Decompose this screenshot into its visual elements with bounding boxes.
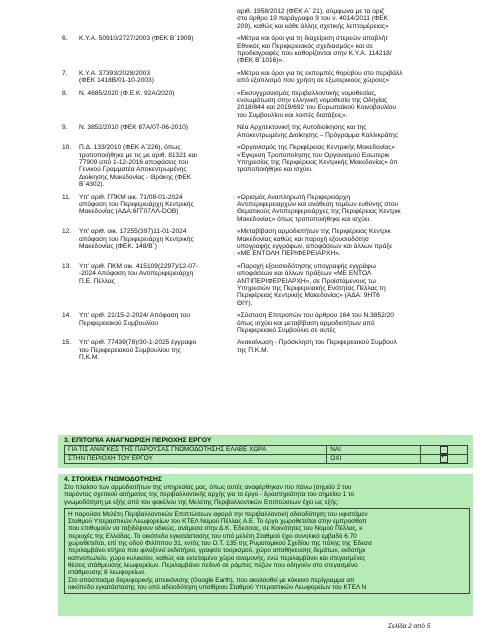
description-line: «Ορισμός Αναπληρωτή Περιφερειάρχη — [237, 193, 350, 201]
description-line: Θεματικούς Αντιπεριφερειάρχες της Περιφέρειας Κεντρικ — [237, 208, 401, 216]
list-item — [62, 8, 487, 30]
description-line: Ανακοίνωση - Πρόσκληση του Περιφερειακού Συμβουλ — [237, 339, 397, 347]
section-4 — [64, 476, 470, 594]
description-line: (ΦΕΚ Β΄1016)». — [237, 57, 285, 65]
intro-line: Στο πλαίσιο των αρμοδιοτήτων της υπηρεσίας μας, όπως αυτές αναφέρθηκαν πιο πάνω (σημείο 2 του — [64, 484, 352, 491]
description-line: «Οργανισμός της Περιφέρειας Κεντρικής Μακεδονίας» — [237, 144, 396, 152]
item-reference — [79, 90, 237, 97]
question-line-1: ΓΙΑ ΤΙΣ ΑΝΑΓΚΕΣ ΤΗΣ ΠΑΡΟΥΣΑΣ ΓΝΩΜΟΔΟΤΗΣΗΣ ΕΛΑΒΕ ΧΩΡΑ — [65, 446, 327, 455]
description-line: ενσωμάτωση στην ελληνική νομοθεσία της Οδηγίας — [237, 97, 388, 105]
body-line: Η παρούσα Μελέτη Περιβαλλοντικών Επιπτώσεων αφορά την περιβαλλοντική αδειοδότηση του υφιστάμεν — [68, 510, 368, 518]
table-row — [65, 446, 468, 455]
list-item — [62, 144, 487, 188]
reference-line: Υπ' αριθ. 77439(78)/30-1-2025 έγγραφο — [79, 339, 197, 347]
item-reference — [79, 35, 237, 42]
body-line: Σταθμού Υπεραστικών Λεωφορείων του ΚΤΕΛ Νομού Πέλλας Α.Ε. Το έργο χωροθετείται στην εμπροσθοπ — [68, 518, 367, 526]
page-number: Σελίδα 2 από 5 — [388, 623, 431, 630]
description-line: «Μεταβίβαση αρμοδιοτήτων της Περιφέρειας Κεντρικ — [237, 228, 391, 236]
reference-line: (ΦΕΚ 1418Β/01-10-2003) — [79, 77, 154, 85]
list-item — [62, 35, 487, 65]
description-line: Υπηρεσίας της Περιφέρειας Κεντρικής Μακεδονίας» όπ — [237, 158, 398, 166]
item-description — [237, 144, 487, 174]
item-description — [237, 339, 487, 354]
section-4-title: 4. ΣΤΟΙΧΕΙΑ ΓΝΩΜΟΔΟΤΗΣΗΣ — [64, 476, 162, 483]
item-description — [237, 8, 487, 30]
list-item — [62, 339, 487, 361]
description-line: προδιαγραφές που καθορίζονται στην Κ.Υ.Α. 114218/ — [237, 50, 392, 58]
reference-line: Γενικού Γραμματέα Αποκεντρωμένης — [79, 166, 187, 174]
description-line: στο άρθρο 19 παράγραφο 9 του ν. 4014/2011 (ΦΕΚ — [237, 15, 389, 23]
description-line: Αποκεντρωμένης Διοίκησης – Πρόγραμμα Καλλικράτης — [237, 131, 398, 139]
reference-line: του Περιφερειακού Συμβουλίου της — [79, 346, 181, 354]
intro-line: γνωμοδότηση με εξής από του φακέλου της Μελέτης Περιβαλλοντικών Επιπτώσεων έχει ως εξής: — [64, 498, 339, 506]
option-no-label: ΟΧΙ — [327, 455, 420, 464]
item-number: 7. — [62, 69, 68, 77]
description-line: Περιφερειακό Συμβούλιο σε αυτές — [237, 327, 336, 335]
description-line: Νέα Αρχιτεκτονική της Αυτοδιοίκησης και της — [237, 124, 367, 132]
option-no-cell — [420, 455, 467, 464]
description-line: Μακεδονίας καθώς και παροχή εξουσιοδότησ — [237, 235, 369, 243]
table-row — [65, 455, 468, 464]
section-3-title: 3. ΕΠΙΤΟΠΙΑ ΑΝΑΓΝΩΡΙΣΗ ΠΕΡΙΟΧΗΣ ΕΡΓΟΥ — [64, 437, 212, 444]
list-item — [62, 90, 487, 120]
reference-line: Υπ' αριθ. ΠΚΜ οικ. 415109(2297)/12-07- — [79, 262, 198, 270]
reference-line: Υπ' αριθ. οικ. 17255(397)11-01-2024 — [79, 228, 187, 236]
description-line: Υπηρεσιών της Περιφερειακής Ενότητας Πέλλας τη — [237, 285, 386, 292]
reference-line: 77909 από 1-12-2016 αποφάσεις του — [79, 158, 189, 166]
list-item — [62, 263, 487, 307]
body-line: καπνοπωλείο, χώρο κυλικείου, καθώς και εκτεταμένο χώρο αναμονής, ενώ περιλαμβάνει και στεγασμένες — [68, 554, 366, 562]
body-line: χωροθετείται, επί της οδού Φιλίππου 31, εντός του Ο.Τ. 135 της Ρυμοτομικού Σχεδίου της πόλης της Έδεσσ — [68, 540, 372, 548]
item-reference — [79, 144, 237, 188]
description-line: ΘΙΥ). — [237, 299, 253, 307]
description-line: του Συμβουλίου και λοιπές διατάξεις». — [237, 111, 348, 119]
list-item — [62, 228, 487, 258]
reference-line: Ν. 3852/2010 (ΦΕΚ 87Α/07-06-2010) — [79, 124, 188, 132]
item-number: 11. — [62, 193, 71, 201]
section-4-intro — [64, 484, 470, 506]
description-line: ΑΝΤΙΠΕΡΙΦΕΡΕΙΑΡΧΗ», σε Προϊστάμενους τω — [237, 277, 376, 285]
description-line: Μακεδονίας» όπως τροποποιήθηκε και ισχύει. — [237, 215, 372, 223]
item-number: 6. — [62, 35, 68, 43]
description-line: όπως ισχύει και μεταβίβαση αρμοδιοτήτων από — [237, 319, 375, 327]
item-description — [237, 124, 487, 139]
description-line: Περιφέρειας Κεντρικής Μακεδονίας» (ΑΔΑ: 9ΗΤ6 — [237, 292, 380, 300]
reference-line: Κ.Υ.Α. 37393/2028/2003 — [79, 69, 151, 77]
description-line: 2018/844 και 2019/692 του Ευρωπαϊκού Κοινοβουλίου — [237, 104, 396, 112]
body-line: Στο απόσπασμα δορυφορικής απεικόνισης (Google Earth), που ακολουθεί με κόκκινο περίγραμμα απ — [68, 576, 355, 584]
list-item — [62, 194, 487, 224]
description-line: αποφάσεων και άλλων πράξεων «ΜΕ ΕΝΤΟΛ — [237, 270, 372, 278]
item-reference — [79, 339, 237, 361]
description-line: «ΜΕ ΕΝΤΟΛΗ ΠΕΡΙΦΕΡΕΙΑΡΧΗ». — [237, 250, 341, 258]
reference-line: Π.Κ.Μ. — [79, 354, 100, 362]
reference-line: Διοίκησης Μακεδονίας - Θράκης (ΦΕΚ — [79, 173, 192, 181]
list-item — [62, 312, 487, 334]
description-line: «Σύσταση Επιτροπών του άρθρου 164 του Ν.3852/20 — [237, 312, 394, 320]
reference-line: Υπ' αριθ. ΓΠΚΜ οικ. 71/08-01-2024 — [79, 193, 183, 201]
reference-line: Μακεδονίας (ΦΕΚ. 148/Β΄) — [79, 242, 158, 250]
reference-line: Μακεδονίας (ΑΔΑ:6ΓΓ07ΛΛ-DOB) — [79, 208, 179, 216]
body-line: που επιθυμούν να ταξιδέψουν οδικώς, ανάμεσα στην Δ.Κ. Έδεσσας, σε Κοινότητες του Νομού Πέλλας, κ — [68, 525, 363, 533]
list-item — [62, 124, 487, 139]
reference-line: Κ.Υ.Α. 50910/2727/2003 (ΦΕΚ Β΄1909) — [79, 35, 194, 43]
reference-line: Υπ' αριθ. 21/15-2-2024/ Απόφαση του — [79, 312, 190, 320]
reference-line: Ν. 4685/2020 (Φ.Ε.Κ. 92Α/2020) — [79, 89, 175, 97]
reference-line: απόφαση του Περιφερειάρχη Κεντρικής — [79, 200, 194, 208]
item-number: 13. — [62, 262, 72, 270]
option-no-checkbox[interactable] — [440, 455, 448, 463]
item-description — [237, 228, 487, 258]
description-line: 209), καθώς και κάθε άλλης σχετικής λεπτομέρειας» — [237, 22, 389, 30]
description-line: «Παροχή εξουσιοδότησης υπογραφής εγγράφω — [237, 262, 376, 270]
description-line: υπογραφής εγγράφων, αποφάσεων και άλλων πράξε — [237, 242, 393, 250]
legislation-list — [62, 8, 487, 367]
item-reference — [79, 228, 237, 250]
item-reference — [79, 194, 237, 216]
description-line: «Έγκριση Τροποποίησης του Οργανισμού Εσωτερικ — [237, 151, 390, 159]
site-visit-table — [64, 445, 468, 464]
body-line: περιλαμβάνει κτήριο που φιλοξενεί εκδοτήριο, γραφείο τουρισμού, χώρο αποθήκευσης δεμάτων, εκδοτήρι — [68, 547, 366, 555]
item-number: 15. — [62, 339, 72, 347]
item-reference — [79, 263, 237, 285]
item-description — [237, 35, 487, 65]
reference-line: Π.Ε. Πέλλας — [79, 277, 115, 285]
description-line: αριθ. 1958/2012 (ΦΕΚ Α΄ 21), σύμφωνα με τα οριζ — [237, 8, 385, 15]
body-line: θέσεις στάθμευσης λεωφορείων. Περιλαμβάνει πεδινό σε ράμπες πεζών που οδηγούν στο στεγασμένο — [68, 561, 358, 569]
description-line: της Π.Κ.Μ. — [237, 346, 269, 354]
description-line: τροποποιήθηκε και ισχύει. — [237, 166, 313, 174]
question-line-2: ΣΤΗΝ ΠΕΡΙΟΧΗ ΤΟΥ ΕΡΓΟΥ — [65, 455, 327, 464]
item-number: 9. — [62, 124, 68, 132]
item-description — [237, 194, 487, 224]
body-line: στάθμευσης 8 λεωφορείων. — [68, 569, 146, 577]
item-description — [237, 70, 487, 85]
item-number: 10. — [62, 144, 72, 152]
section-3 — [64, 437, 468, 464]
item-number: 12. — [62, 228, 72, 236]
item-reference — [79, 312, 237, 327]
reference-line: τροποποιήθηκε με τις με αριθ. 81321 και — [79, 151, 197, 159]
list-item — [62, 70, 487, 85]
item-number: 8. — [62, 89, 68, 97]
description-line: «Εκσυγχρονισμός περιβαλλοντικής νομοθεσίας, — [237, 89, 377, 97]
description-line: από εξοπλισμό που χρήση σε εξωτερικούς χώρους» — [237, 77, 390, 85]
item-description — [237, 263, 487, 307]
description-line: Εθνικός και Περιφερειακός σχεδιασμός» και σε — [237, 42, 374, 50]
section-4-body — [64, 508, 470, 594]
description-line: «Μέτρα και όροι για τις εκπομπές θορύβου στο περιβάλλ — [237, 69, 403, 77]
reference-line: Π.Δ. 133/2010 (ΦΕΚ Α΄226), όπως — [79, 144, 181, 152]
description-line: «Μέτρα και όροι για τη διαχείριση στερεών αποβλήτ — [237, 35, 388, 43]
item-description — [237, 312, 487, 334]
description-line: Αντιπεριφερειαρχών και ανάθεση τομέων ευθύνης στου — [237, 200, 399, 208]
item-reference — [79, 124, 237, 131]
reference-line: -2024 Απόφαση του Αντιπεριφερειάρχη — [79, 270, 194, 278]
body-line: οικόπεδο εγκατάστασης του υπό αδειοδότηση υπαίθριου Σταθμού Υπεραστικών Λεωφορείων του ΚΤΕΛ Ν — [68, 583, 367, 591]
item-reference — [79, 70, 237, 85]
body-line: περιοχές της Ελλάδας. Το οικόπεδο εγκατάστασης του υπό μελέτη Σταθμού έχει συνολικό εμβαδό 6.70 — [68, 532, 357, 540]
intro-line: παρόντος σχετικού αιτήματος της περιβαλλοντικής αρχής για το έργο - δραστηριότητα του σημείου 1 το — [64, 491, 355, 499]
option-yes-label: ΝΑΙ — [327, 446, 420, 455]
item-description — [237, 90, 487, 120]
item-number: 14. — [62, 312, 72, 320]
reference-line: απόφαση του Περιφερειάρχη Κεντρικής — [79, 235, 194, 243]
reference-line: Β΄4302). — [79, 181, 105, 189]
reference-line: Περιφερειακού Συμβουλίου — [79, 319, 159, 327]
